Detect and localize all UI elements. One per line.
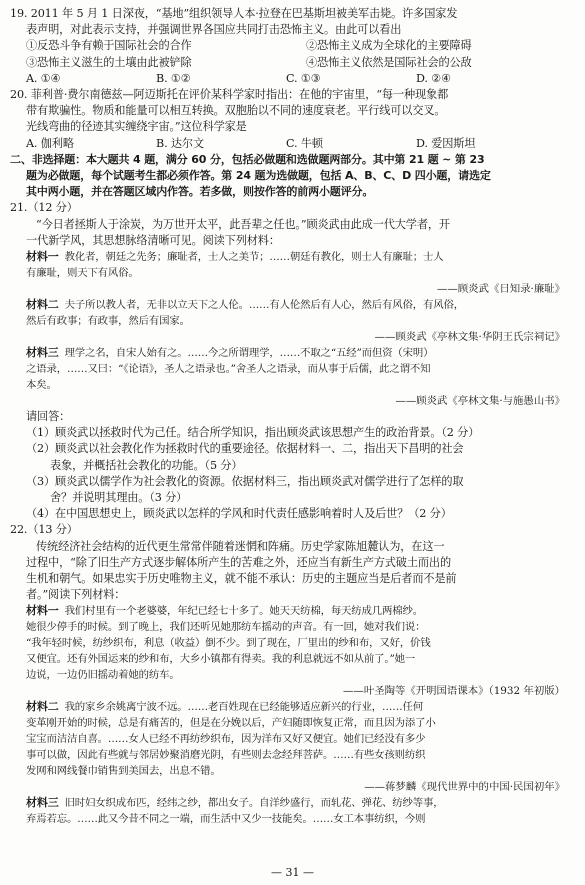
material-text: 边说，一边仍旧摇动着她的纺车。 <box>26 669 180 682</box>
q21-header: 21.（12 分） <box>10 201 78 215</box>
material-text: 有廉耻，则天下有风俗。 <box>26 267 139 280</box>
q21-subquestion: （4）在中国思想史上，顾炎武以怎样的学风和时代责任感影响着时人及后世？（2 分） <box>26 507 452 521</box>
q21-subquestion: 表象，并概括社会教化的功能。（5 分） <box>50 458 243 472</box>
q22-intro: 者。”阅读下列材料： <box>26 588 126 602</box>
q20-choice: A. 伽利略 <box>26 136 74 150</box>
material-source: ——蒋梦麟《现代世界中的中国·民国初年》 <box>364 781 565 794</box>
material-text: 弃焉若忘。……此又今昔不同之一端，而生活中又少一技能矣。……女工本事纺织，今则 <box>26 813 426 826</box>
q19-option: ②恐怖主义成为全球化的主要障碍 <box>306 39 472 53</box>
material-label: 材料二 <box>26 700 59 714</box>
material-source: ——顾炎武《日知录·廉耻》 <box>437 283 565 296</box>
material-text: 发网和网线餐巾销售到美国去，出息不错。 <box>26 765 221 778</box>
material-text: 变革刚开始的时候，总是有痛苦的，但是在分娩以后，产妇随即恢复正常，而且因为添了小 <box>26 717 436 730</box>
material-text: “我年轻时候，纺纱织布，利息（收益）倒不少。到了现在，厂里出的纱和布，又好，价钱 <box>26 637 431 650</box>
material-label: 材料三 <box>26 346 59 360</box>
q21-subquestion: （2）顾炎武以社会教化作为拯救时代的重要途径。依据材料一、二，指出天下昌明的社会 <box>26 442 464 456</box>
q21-subquestion: （3）顾炎武以儒学作为社会教化的资源。依据材料三，指出顾炎武对儒学进行了怎样的取 <box>26 474 464 488</box>
material-text: 又便宜。还有外国运来的纱和布，大乡小镇都有得卖。我的利息就远不如从前了。”她一 <box>26 653 416 666</box>
section-2-line: 二、非选择题：本大题共 4 题，满分 60 分，包括必做题和选做题两部分。其中第 21 题 ~ 第 23 <box>10 152 485 166</box>
material-text: 夫子所以教人者，无非以立天下之人伦。……有人伦然后有人心，然后有风俗，有风俗， <box>64 299 464 312</box>
q21-ask: 请回答： <box>26 410 71 424</box>
section-2-line: 其中两小题，并在答题区域内作答。若多做，则按作答的前两小题评分。 <box>26 185 374 199</box>
material-source: ——叶圣陶等《开明国语课本》（1932 年初版） <box>343 685 565 698</box>
question-22 <box>10 522 571 827</box>
question-19 <box>10 6 571 87</box>
q20-line: 20. 菲利普·费尔南德兹—阿迈斯托在评价某科学家时指出：在他的宇宙里，“每一种现象都 <box>10 88 449 102</box>
q22-intro: 过程中，“除了旧生产方式逐步解体所产生的苦难之外，还应当有新生产方式破土而出的 <box>26 555 451 569</box>
q19-choice: C. ①③ <box>286 71 321 85</box>
q19-line: 19. 2011 年 5 月 1 日深夜，“基地”组织领导人本·拉登在巴基斯坦被美军击毙。许多国家发 <box>10 7 458 20</box>
section-2-line: 题为必做题，每个试题考生都必须作答。第 24 题为选做题，包括 A、B、C、D 四小题，请选定 <box>26 169 491 183</box>
material-text: 理学之名，自宋人始有之。……今之所谓理学，……不取之“五经”而但资（宋明） <box>64 347 434 360</box>
q19-option: ④恐怖主义依然是国际社会的公敌 <box>306 55 472 69</box>
page-number: — 31 — <box>271 866 314 879</box>
q19-option: ③恐怖主义滋生的土壤由此被铲除 <box>26 55 192 69</box>
question-21 <box>10 200 571 522</box>
q19-choice: B. ①② <box>156 71 191 85</box>
q19-options <box>10 38 571 54</box>
q19-options <box>10 55 571 71</box>
q20-choice: C. 牛顿 <box>286 136 323 150</box>
q21-intro: “今日者拯斯人于涂炭，为万世开太平，此吾辈之任也。”顾炎武由此成一代大学者，开 <box>36 217 450 231</box>
material-label: 材料三 <box>26 796 59 810</box>
material-label: 材料二 <box>26 298 59 312</box>
material-text: 教化者，朝廷之先务；廉耻者，士人之美节；……朝廷有教化，则士人有廉耻；士人 <box>64 251 444 264</box>
material-text: 宝宝而洁洁自喜。……女人已经不再纺纱织布，因为洋布又好又便宜。她们已经没有多少 <box>26 733 426 746</box>
q22-material-2 <box>10 699 571 715</box>
q22-material-3 <box>10 795 571 811</box>
material-text: 本矣。 <box>26 379 57 392</box>
q20-choice: B. 达尔文 <box>156 136 204 150</box>
material-text: 我的家乡余姚离宁波不远。……老百姓现在已经能够适应新兴的行业，……任何 <box>64 701 423 714</box>
q21-subquestion: （1）顾炎武以拯救时代为己任。结合所学知识，指出顾炎武该思想产生的政治背景。（2 分） <box>26 426 480 440</box>
q22-intro: 传统经济社会结构的近代更生常常伴随着迷惘和阵痛。历史学家陈旭麓认为，在这一 <box>36 539 445 553</box>
material-label: 材料一 <box>26 604 59 618</box>
material-text: 之语录，……又曰：“《论语》，圣人之语录也。”舍圣人之语录，而从事于后儒，此之谓不知 <box>26 363 431 376</box>
material-label: 材料一 <box>26 250 59 264</box>
material-text: 她很少停手的时候。到了晚上，我们还听见她那纺车摇动的声音。有一回，她对我们说： <box>26 621 426 634</box>
q19-choices <box>10 71 571 87</box>
q21-material-3 <box>10 345 571 361</box>
q22-material-1 <box>10 603 571 619</box>
q20-line: 光线弯曲的径迹其实缠绕宇宙。”这位科学家是 <box>26 120 247 134</box>
q19-choice: A. ①④ <box>26 71 61 85</box>
q22-intro: 生机和朝气。如果忠实于历史唯物主义，就不能不承认：历史的主题应当是后者而不是前 <box>26 572 457 586</box>
material-text: 然后有政事；有政事，然后有国家。 <box>26 315 190 328</box>
material-text: 旧时妇女织成布匹，经纬之纱，都出女子。自洋纱盛行，而轧花、弹花、纺纱等事， <box>64 797 444 810</box>
q19-line: 表声明，对此表示支持，并强调世界各国应共同打击恐怖主义。由此可以看出 <box>26 23 402 37</box>
q21-material-1 <box>10 249 571 265</box>
material-source: ——顾炎武《亭林文集·与施愚山书》 <box>395 395 565 408</box>
q21-material-2 <box>10 297 571 313</box>
q19-option: ①反恐斗争有赖于国际社会的合作 <box>26 39 192 53</box>
material-text: 我们村里有一个老婆婆，年纪已经七十多了。她天天纺棉，每天纺成几两棉纱。 <box>64 605 423 618</box>
question-20 <box>10 87 571 152</box>
q22-header: 22.（13 分） <box>10 523 78 537</box>
q20-choices <box>10 136 571 152</box>
q19-choice: D. ②④ <box>416 71 451 85</box>
material-text: 事可以做，因此有些就与邻居妙聚消磨光阴，有些则去念经拜菩萨。……有些女孩则纺织 <box>26 749 426 762</box>
q21-intro: 一代新学风，其思想脉络清晰可见。阅读下列材料： <box>26 233 280 247</box>
q20-choice: D. 爱因斯坦 <box>416 136 476 150</box>
q20-line: 带有欺骗性。物质和能量可以相互转换。双胞胎以不同的速度衰老。平行线可以交叉。 <box>26 104 446 118</box>
material-source: ——顾炎武《亭林文集·华阴王氏宗祠记》 <box>374 331 565 344</box>
q21-subquestion: 舍？并说明其理由。（3 分） <box>50 491 188 505</box>
section-2-heading <box>10 152 571 201</box>
